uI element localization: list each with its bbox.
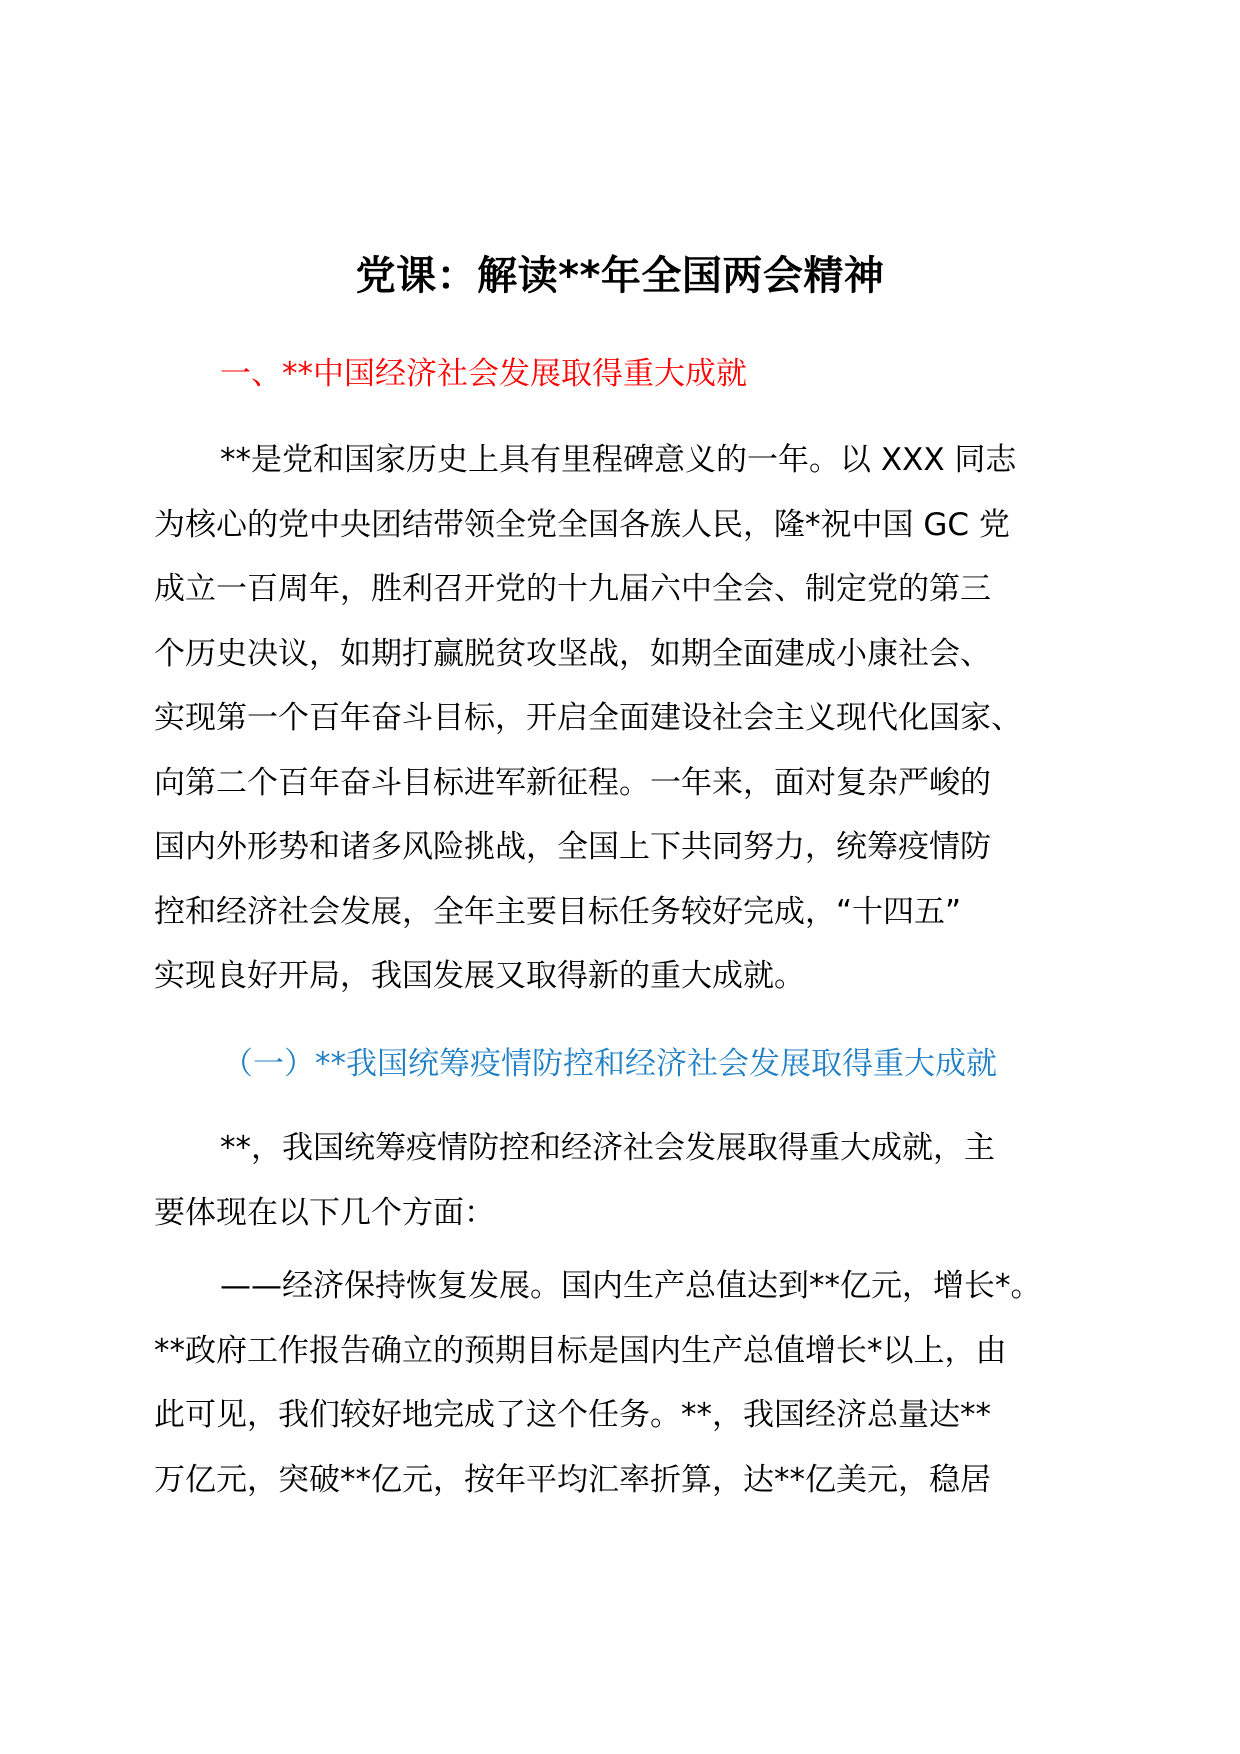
paragraph-line: 为核心的党中央团结带领全党全国各族人民，隆*祝中国 GC 党: [154, 506, 1010, 543]
document-title: 党课：解读**年全国两会精神: [355, 253, 885, 299]
paragraph-1: [154, 428, 1094, 1009]
paragraph-line: **政府工作报告确立的预期目标是国内生产总值增长*以上，由: [154, 1332, 1007, 1369]
paragraph-line: 此可见，我们较好地完成了这个任务。**，我国经济总量达**: [154, 1397, 991, 1433]
paragraph-line: **是党和国家历史上具有里程碑意义的一年。以 XXX 同志: [220, 442, 1017, 478]
paragraph-line: **，我国统筹疫情防控和经济社会发展取得重大成就，主: [220, 1130, 995, 1166]
subsection-heading-1: （一）**我国统筹疫情防控和经济社会发展取得重大成就: [222, 1046, 997, 1082]
paragraph-line: 要体现在以下几个方面：: [154, 1194, 495, 1231]
section-heading-1: 一、**中国经济社会发展取得重大成就: [220, 356, 747, 392]
paragraph-3: [154, 1254, 1094, 1512]
paragraph-line: 控和经济社会发展，全年主要目标任务较好完成，“十四五”: [154, 893, 962, 930]
paragraph-line: 国内外形势和诸多风险挑战，全国上下共同努力，统筹疫情防: [154, 829, 991, 865]
paragraph-line: 万亿元，突破**亿元，按年平均汇率折算，达**亿美元，稳居: [154, 1461, 991, 1498]
paragraph-2: [154, 1116, 1094, 1245]
paragraph-line: 实现第一个百年奋斗目标，开启全面建设社会主义现代化国家、: [154, 700, 1022, 736]
paragraph-line: 成立一百周年，胜利召开党的十九届六中全会、制定党的第三: [154, 571, 991, 607]
paragraph-line: 实现良好开局，我国发展又取得新的重大成就。: [154, 958, 805, 994]
paragraph-line: 个历史决议，如期打赢脱贫攻坚战，如期全面建成小康社会、: [154, 635, 991, 672]
paragraph-line: 向第二个百年奋斗目标进军新征程。一年来，面对复杂严峻的: [154, 764, 991, 801]
paragraph-line: ——经济保持恢复发展。国内生产总值达到**亿元，增长*。: [220, 1268, 1042, 1304]
